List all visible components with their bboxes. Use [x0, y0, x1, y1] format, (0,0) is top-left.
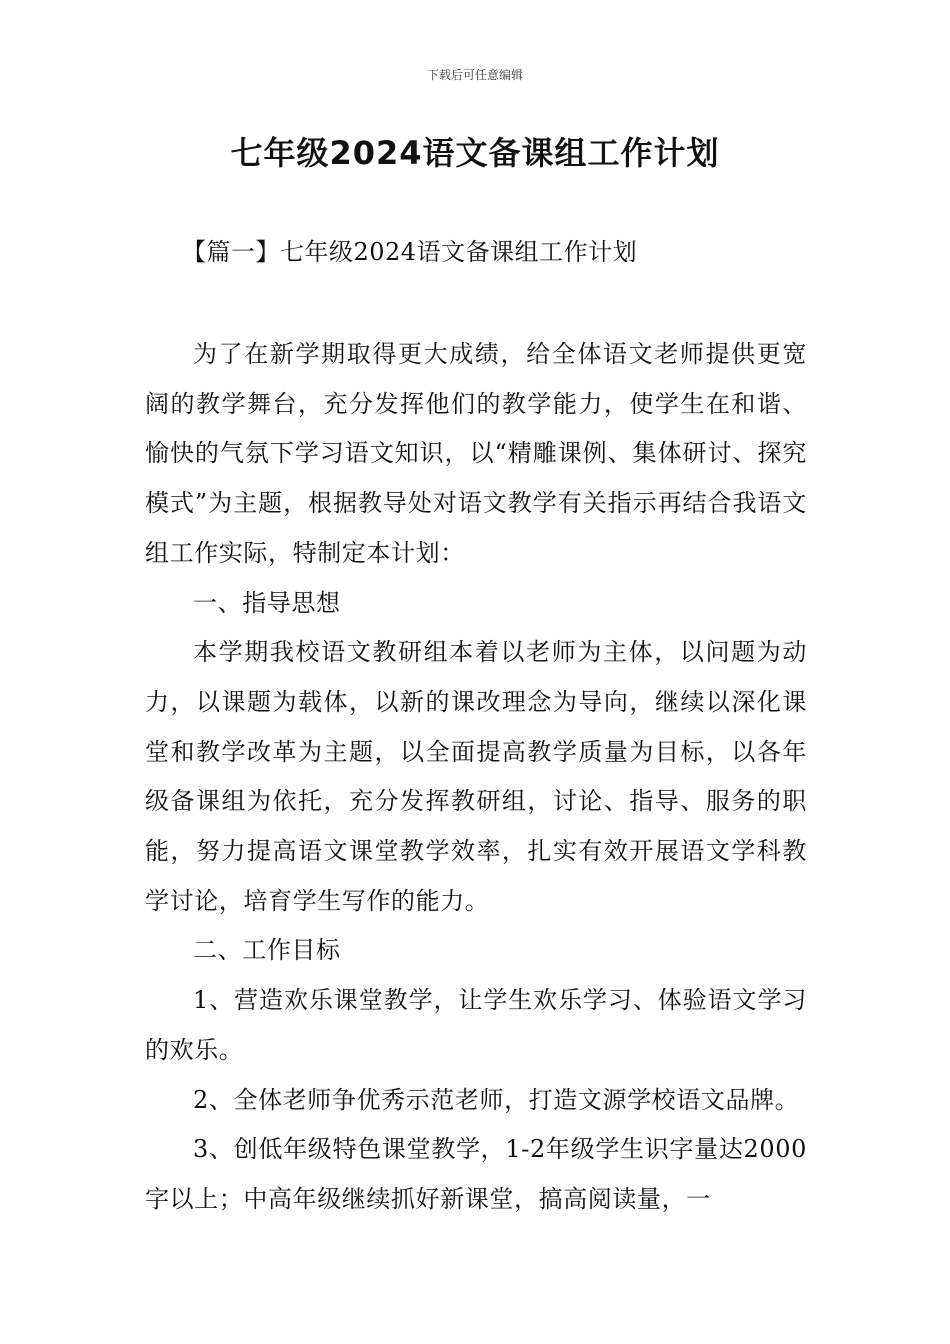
section-title: 【篇一】七年级2024语文备课组工作计划 — [182, 238, 638, 266]
list-item-goal-3: 3、创低年级特色课堂教学，1-2年级学生识字量达2000字以上；中高年级继续抓好新课堂，搞高阅读量，一 — [145, 1135, 807, 1213]
document-body — [145, 330, 807, 1225]
header-note: 下载后可任意编辑 — [426, 68, 523, 82]
paragraph-guiding-ideology: 本学期我校语文教研组本着以老师为主体，以问题为动力，以课题为载体，以新的课改理念为导向，继续以深化课堂和教学改革为主题，以全面提高教学质量为目标，以各年级备课组为依托，充分发挥教研组，讨论、指导、服务的职能，努力提高语文课堂教学效率，扎实有效开展语文学科教学讨论，培育学生写作的能力。 — [145, 638, 807, 915]
heading-work-goals: 二、工作目标 — [193, 936, 341, 965]
document-title: 七年级2024语文备课组工作计划 — [230, 134, 720, 172]
paragraph-intro: 为了在新学期取得更大成绩，给全体语文老师提供更宽阔的教学舞台，充分发挥他们的教学能力，使学生在和谐、愉快的气氛下学习语文知识，以“精雕课例、集体研讨、探究模式”为主题，根据教导处对语文教学有关指示再结合我语文组工作实际，特制定本计划： — [145, 340, 807, 567]
list-item-goal-2: 2、全体老师争优秀示范老师，打造文源学校语文品牌。 — [193, 1085, 800, 1114]
list-item-goal-1: 1、营造欢乐课堂教学，让学生欢乐学习、体验语文学习的欢乐。 — [145, 986, 807, 1064]
heading-guiding-ideology: 一、指导思想 — [193, 588, 341, 617]
